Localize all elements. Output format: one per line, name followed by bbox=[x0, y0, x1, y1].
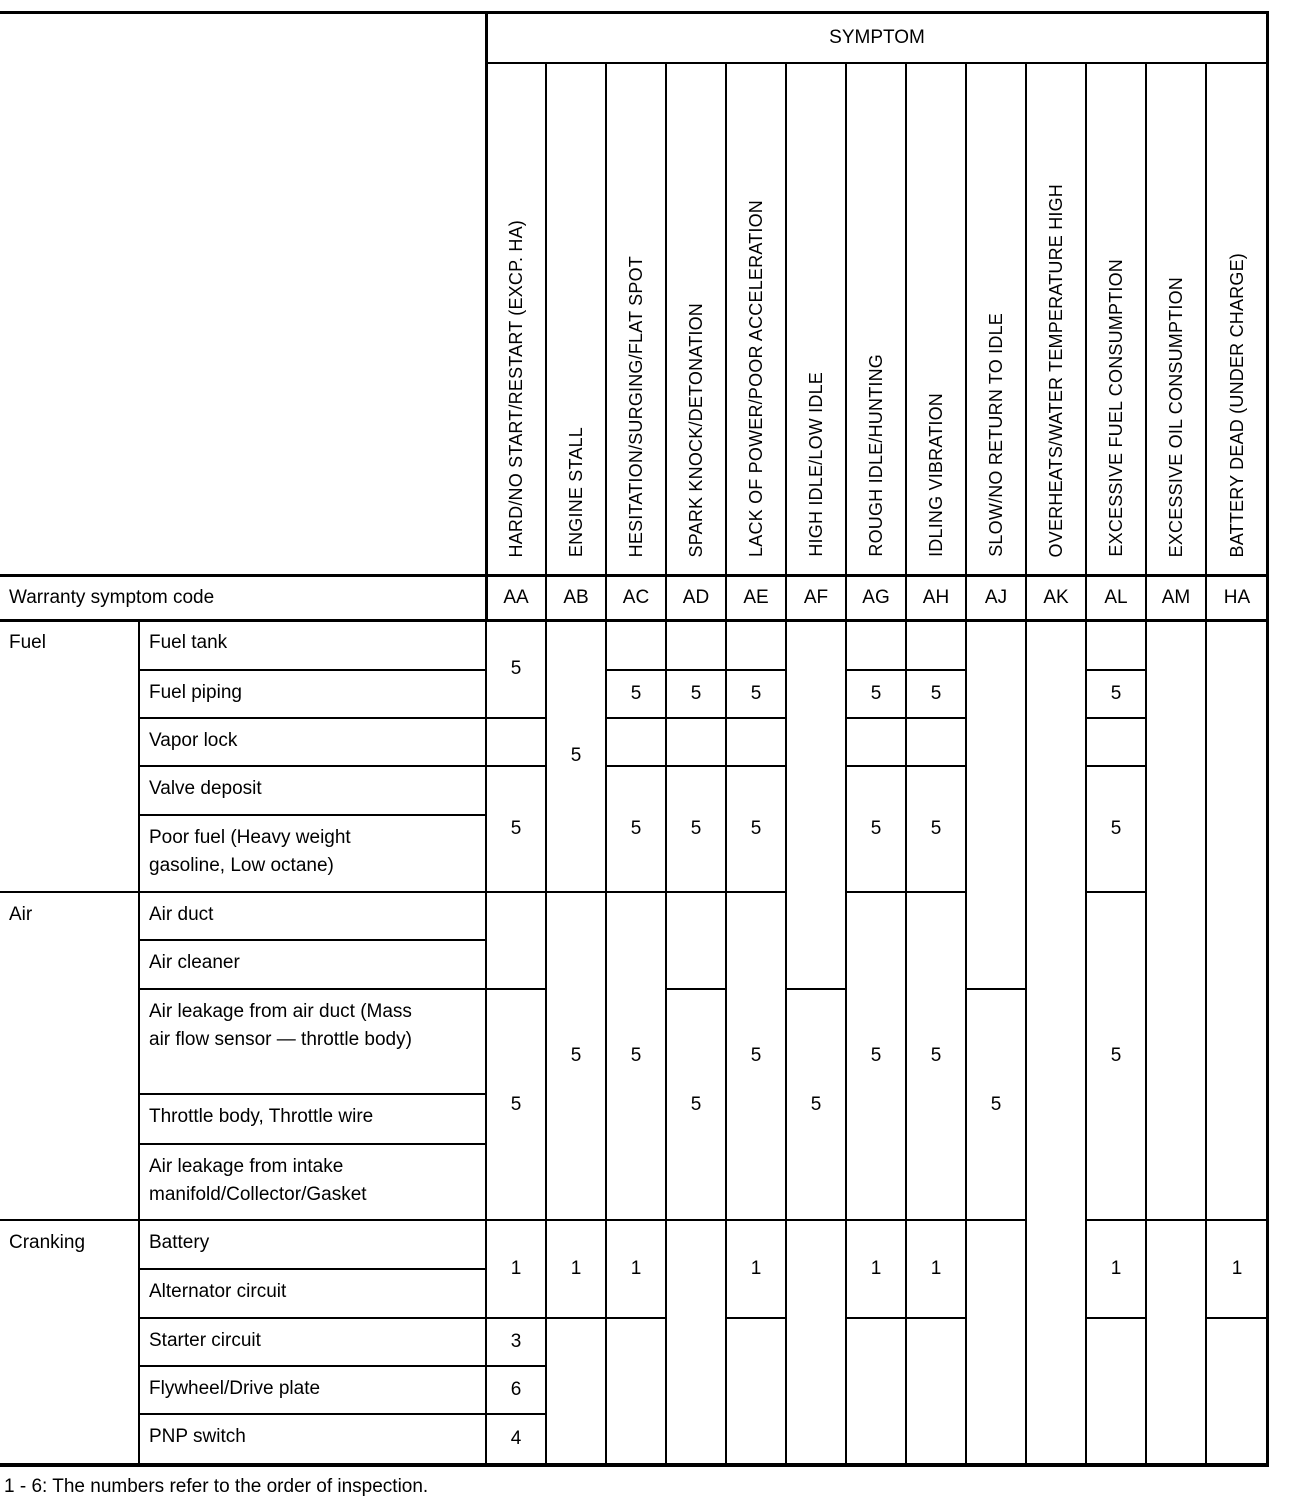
item-label: PNP switch bbox=[149, 1426, 246, 1447]
symptom-code-text: AJ bbox=[984, 587, 1008, 608]
inspection-order-value: 5 bbox=[570, 1045, 582, 1066]
symptom-code bbox=[787, 577, 847, 621]
symptom-code-text: AM bbox=[1161, 587, 1191, 608]
matrix-cell bbox=[967, 621, 1027, 990]
inspection-order-value: 3 bbox=[510, 1331, 522, 1352]
symptom-label: SPARK KNOCK/DETONATION bbox=[685, 302, 706, 557]
symptom-column-header bbox=[967, 64, 1027, 575]
symptom-code-text: AE bbox=[743, 587, 769, 608]
item-label: Fuel piping bbox=[149, 682, 242, 703]
symptom-code-text: AD bbox=[682, 587, 710, 608]
item-label: Fuel tank bbox=[149, 632, 228, 653]
category-cell bbox=[0, 621, 140, 893]
matrix-cell bbox=[1207, 1319, 1267, 1465]
inspection-order-value: 1 bbox=[750, 1258, 762, 1279]
matrix-cell bbox=[787, 990, 847, 1221]
matrix-cell bbox=[847, 1221, 907, 1319]
item-label: Starter circuit bbox=[149, 1330, 261, 1351]
symptom-code bbox=[547, 577, 607, 621]
matrix-cell bbox=[547, 1221, 607, 1319]
symptom-column-header bbox=[787, 64, 847, 575]
matrix-cell bbox=[547, 893, 607, 1221]
item-row bbox=[140, 941, 487, 990]
inspection-order-value: 5 bbox=[990, 1093, 1002, 1115]
symptom-label: LACK OF POWER/POOR ACCELERATION bbox=[745, 200, 766, 557]
item-label: Air leakage from air duct (Mass air flow sensor — throttle body) bbox=[149, 1001, 412, 1050]
matrix-cell bbox=[1087, 671, 1147, 719]
matrix-cell bbox=[787, 621, 847, 990]
symptom-code-text: AH bbox=[922, 587, 950, 608]
symptom-label: IDLING VIBRATION bbox=[925, 393, 946, 557]
matrix-cell bbox=[847, 767, 907, 893]
inspection-order-value: 4 bbox=[510, 1428, 522, 1449]
matrix-cell bbox=[907, 1319, 967, 1465]
symptom-header bbox=[487, 14, 1267, 64]
symptom-label: OVERHEATS/WATER TEMPERATURE HIGH bbox=[1045, 183, 1066, 557]
symptom-code-text: AA bbox=[503, 587, 529, 608]
symptom-code bbox=[487, 577, 547, 621]
matrix-cell bbox=[607, 893, 667, 1221]
matrix-cell bbox=[607, 1221, 667, 1319]
item-label: Alternator circuit bbox=[149, 1281, 287, 1302]
inspection-order-value: 1 bbox=[1231, 1258, 1243, 1279]
matrix-cell bbox=[727, 1221, 787, 1319]
matrix-cell bbox=[667, 1221, 727, 1465]
symptom-column-header bbox=[487, 64, 547, 575]
matrix-cell bbox=[607, 621, 667, 671]
matrix-cell bbox=[667, 671, 727, 719]
inspection-order-value: 6 bbox=[510, 1379, 522, 1400]
symptom-column-header bbox=[847, 64, 907, 575]
matrix-cell bbox=[727, 767, 787, 893]
symptom-label: EXCESSIVE FUEL CONSUMPTION bbox=[1105, 259, 1126, 557]
inspection-order-value: 5 bbox=[930, 1045, 942, 1066]
symptom-code bbox=[1087, 577, 1147, 621]
matrix-cell bbox=[907, 893, 967, 1221]
item-label: Vapor lock bbox=[149, 730, 238, 751]
inspection-order-value: 5 bbox=[930, 683, 942, 704]
inspection-order-value: 5 bbox=[510, 658, 522, 679]
symptom-label: BATTERY DEAD (UNDER CHARGE) bbox=[1226, 252, 1247, 557]
matrix-cell bbox=[847, 1319, 907, 1465]
matrix-cell bbox=[487, 719, 547, 767]
matrix-cell bbox=[1087, 1221, 1147, 1319]
symptom-code-text: AF bbox=[803, 587, 829, 608]
symptom-code bbox=[1207, 577, 1267, 621]
item-row bbox=[140, 1221, 487, 1270]
matrix-cell bbox=[1147, 1221, 1207, 1465]
symptom-code bbox=[727, 577, 787, 621]
matrix-cell bbox=[907, 1221, 967, 1319]
symptom-code-text: HA bbox=[1223, 587, 1251, 608]
matrix-cell bbox=[607, 1319, 667, 1465]
matrix-cell bbox=[607, 767, 667, 893]
matrix-cell bbox=[727, 671, 787, 719]
item-label: Air cleaner bbox=[149, 952, 240, 973]
item-row bbox=[140, 719, 487, 767]
symptom-code-text: AK bbox=[1043, 587, 1069, 608]
item-label: Poor fuel (Heavy weight gasoline, Low octane) bbox=[149, 827, 351, 876]
symptom-label: HIGH IDLE/LOW IDLE bbox=[805, 372, 826, 557]
matrix-cell bbox=[1087, 767, 1147, 893]
matrix-cell bbox=[907, 767, 967, 893]
inspection-order-value: 5 bbox=[510, 1093, 522, 1115]
symptom-code bbox=[847, 577, 907, 621]
symptom-code bbox=[967, 577, 1027, 621]
inspection-order-value: 5 bbox=[690, 683, 702, 704]
symptom-column-header bbox=[1207, 64, 1267, 575]
item-row bbox=[140, 621, 487, 671]
symptom-column-header bbox=[1027, 64, 1087, 575]
item-row bbox=[140, 1367, 487, 1415]
footnote: 1 - 6: The numbers refer to the order of inspection. bbox=[4, 1476, 429, 1497]
symptom-label: ENGINE STALL bbox=[565, 426, 586, 557]
item-row bbox=[140, 767, 487, 816]
inspection-order-value: 5 bbox=[810, 1093, 822, 1115]
matrix-cell bbox=[907, 671, 967, 719]
inspection-order-value: 5 bbox=[510, 818, 522, 839]
matrix-cell bbox=[487, 893, 547, 990]
matrix-cell bbox=[1087, 621, 1147, 671]
matrix-cell bbox=[667, 893, 727, 990]
inspection-order-value: 5 bbox=[630, 1045, 642, 1066]
matrix-cell bbox=[727, 719, 787, 767]
symptom-label: EXCESSIVE OIL CONSUMPTION bbox=[1165, 276, 1186, 557]
symptom-code-text: AL bbox=[1104, 587, 1128, 608]
symptom-column-header bbox=[667, 64, 727, 575]
symptom-label: HARD/NO START/RESTART (EXCP. HA) bbox=[505, 219, 526, 557]
matrix-cell bbox=[547, 621, 607, 893]
table-bottom-border bbox=[0, 1463, 1269, 1467]
matrix-cell bbox=[1207, 621, 1267, 1221]
matrix-cell bbox=[667, 990, 727, 1221]
matrix-cell bbox=[607, 719, 667, 767]
item-row bbox=[140, 1270, 487, 1319]
inspection-order-value: 1 bbox=[930, 1258, 942, 1279]
symptom-label: HESITATION/SURGING/FLAT SPOT bbox=[625, 255, 646, 557]
symptom-column-header bbox=[607, 64, 667, 575]
symptom-code bbox=[1027, 577, 1087, 621]
inspection-order-value: 5 bbox=[1110, 683, 1122, 704]
matrix-cell bbox=[487, 621, 547, 719]
item-row bbox=[140, 1145, 487, 1221]
inspection-order-value: 1 bbox=[870, 1258, 882, 1279]
inspection-order-value: 5 bbox=[690, 818, 702, 839]
matrix-cell bbox=[727, 1319, 787, 1465]
symptom-code bbox=[607, 577, 667, 621]
matrix-cell bbox=[487, 1367, 547, 1415]
item-row bbox=[140, 1319, 487, 1367]
symptom-code bbox=[1147, 577, 1207, 621]
item-row bbox=[140, 1095, 487, 1145]
matrix-cell bbox=[1147, 621, 1207, 1221]
symptom-column-header bbox=[1087, 64, 1147, 575]
matrix-cell bbox=[967, 1221, 1027, 1465]
matrix-cell bbox=[1087, 719, 1147, 767]
matrix-cell bbox=[847, 671, 907, 719]
matrix-cell bbox=[487, 990, 547, 1221]
item-row bbox=[140, 816, 487, 893]
inspection-order-value: 1 bbox=[570, 1258, 582, 1279]
code-row-label bbox=[0, 577, 487, 621]
symptom-column-header bbox=[1147, 64, 1207, 575]
matrix-cell bbox=[487, 1415, 547, 1465]
category-label: Air bbox=[9, 904, 33, 925]
matrix-cell bbox=[907, 719, 967, 767]
inspection-order-value: 1 bbox=[1110, 1258, 1122, 1279]
inspection-order-value: 5 bbox=[870, 818, 882, 839]
matrix-cell bbox=[907, 621, 967, 671]
category-cell bbox=[0, 1221, 140, 1465]
item-label: Battery bbox=[149, 1232, 210, 1253]
symptom-column-header bbox=[547, 64, 607, 575]
inspection-order-value: 5 bbox=[750, 683, 762, 704]
item-row bbox=[140, 990, 487, 1095]
matrix-cell bbox=[607, 671, 667, 719]
inspection-order-value: 5 bbox=[630, 683, 642, 704]
category-label: Fuel bbox=[9, 632, 46, 653]
symptom-code-text: AG bbox=[862, 587, 890, 608]
matrix-cell bbox=[847, 893, 907, 1221]
symptom-code bbox=[667, 577, 727, 621]
inspection-order-value: 5 bbox=[750, 1045, 762, 1066]
symptom-code bbox=[907, 577, 967, 621]
matrix-cell bbox=[487, 1319, 547, 1367]
inspection-order-value: 5 bbox=[570, 745, 582, 766]
category-label: Cranking bbox=[9, 1232, 86, 1253]
inspection-order-value: 5 bbox=[690, 1093, 702, 1115]
matrix-cell bbox=[787, 1221, 847, 1465]
inspection-order-value: 5 bbox=[870, 1045, 882, 1066]
symptom-label: ROUGH IDLE/HUNTING bbox=[865, 354, 886, 557]
inspection-order-value: 1 bbox=[510, 1258, 522, 1279]
symptom-column-header bbox=[727, 64, 787, 575]
matrix-cell bbox=[847, 719, 907, 767]
matrix-cell bbox=[847, 621, 907, 671]
matrix-cell bbox=[1087, 893, 1147, 1221]
matrix-cell bbox=[667, 719, 727, 767]
symptom-label: SLOW/NO RETURN TO IDLE bbox=[985, 313, 1006, 557]
inspection-order-value: 5 bbox=[750, 818, 762, 839]
item-label: Throttle body, Throttle wire bbox=[149, 1106, 374, 1127]
item-label: Flywheel/Drive plate bbox=[149, 1378, 321, 1399]
inspection-order-value: 1 bbox=[630, 1258, 642, 1279]
item-label: Valve deposit bbox=[149, 778, 262, 799]
matrix-cell bbox=[727, 621, 787, 671]
item-row bbox=[140, 671, 487, 719]
inspection-order-value: 5 bbox=[870, 683, 882, 704]
symptom-code-text: AB bbox=[563, 587, 589, 608]
inspection-order-value: 5 bbox=[630, 818, 642, 839]
matrix-cell bbox=[547, 1319, 607, 1465]
warranty-symptom-code-label: Warranty symptom code bbox=[9, 587, 215, 608]
item-label: Air duct bbox=[149, 904, 214, 925]
category-cell bbox=[0, 893, 140, 1221]
matrix-cell bbox=[487, 1221, 547, 1319]
matrix-cell bbox=[667, 621, 727, 671]
symptom-column-header bbox=[907, 64, 967, 575]
matrix-cell bbox=[1207, 1221, 1267, 1319]
item-row bbox=[140, 893, 487, 941]
matrix-cell bbox=[667, 767, 727, 893]
inspection-order-value: 5 bbox=[1110, 818, 1122, 839]
inspection-order-value: 5 bbox=[930, 818, 942, 839]
item-row bbox=[140, 1415, 487, 1465]
matrix-cell bbox=[1087, 1319, 1147, 1465]
matrix-cell bbox=[1027, 621, 1087, 1465]
matrix-cell bbox=[967, 990, 1027, 1221]
matrix-cell bbox=[727, 893, 787, 1221]
symptom-title: SYMPTOM bbox=[829, 27, 925, 48]
symptom-code-text: AC bbox=[622, 587, 650, 608]
item-label: Air leakage from intake manifold/Collector/Gasket bbox=[149, 1156, 367, 1205]
matrix-cell bbox=[487, 767, 547, 893]
inspection-order-value: 5 bbox=[1110, 1045, 1122, 1066]
